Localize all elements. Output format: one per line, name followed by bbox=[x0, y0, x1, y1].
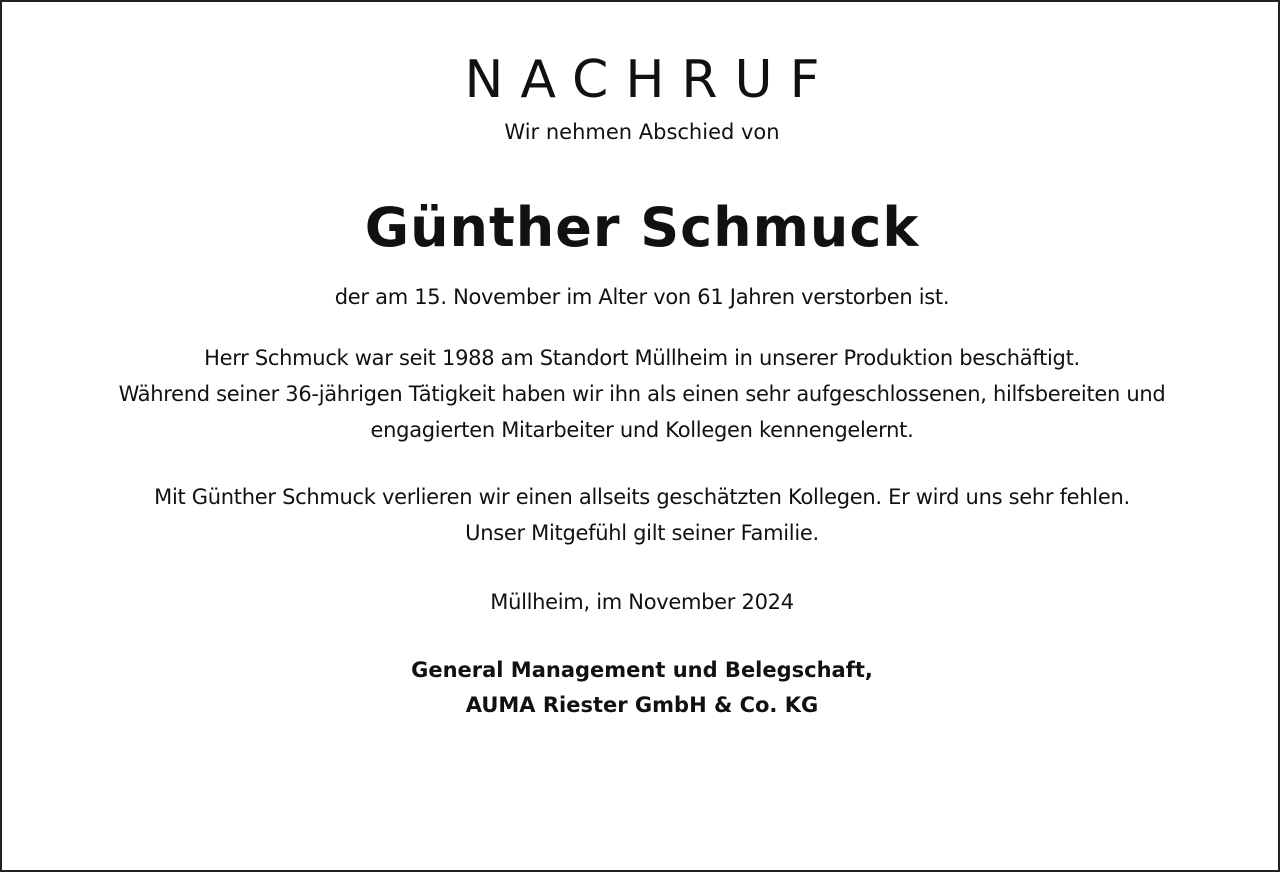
notice-intro: Wir nehmen Abschied von bbox=[504, 120, 780, 144]
notice-heading: NACHRUF bbox=[464, 50, 837, 110]
place-date: Müllheim, im November 2024 bbox=[490, 590, 794, 614]
deceased-name: Günther Schmuck bbox=[364, 196, 920, 259]
signature-company: AUMA Riester GmbH & Co. KG bbox=[465, 693, 819, 717]
paragraph-line: Unser Mitgefühl gilt seiner Familie. bbox=[465, 521, 819, 545]
paragraph-line: Mit Günther Schmuck verlieren wir einen allseits geschätzten Kollegen. Er wird uns sehr fehlen. bbox=[154, 485, 1130, 509]
paragraph-line: Während seiner 36-jährigen Tätigkeit haben wir ihn als einen sehr aufgeschlossenen, hilfsbereiten und bbox=[118, 382, 1166, 406]
paragraph-line: engagierten Mitarbeiter und Kollegen kennengelernt. bbox=[370, 418, 914, 442]
death-line: der am 15. November im Alter von 61 Jahren verstorben ist. bbox=[334, 285, 950, 309]
paragraph-line: Herr Schmuck war seit 1988 am Standort Müllheim in unserer Produktion beschäftigt. bbox=[204, 346, 1080, 370]
signature-line: General Management und Belegschaft, bbox=[411, 658, 873, 682]
